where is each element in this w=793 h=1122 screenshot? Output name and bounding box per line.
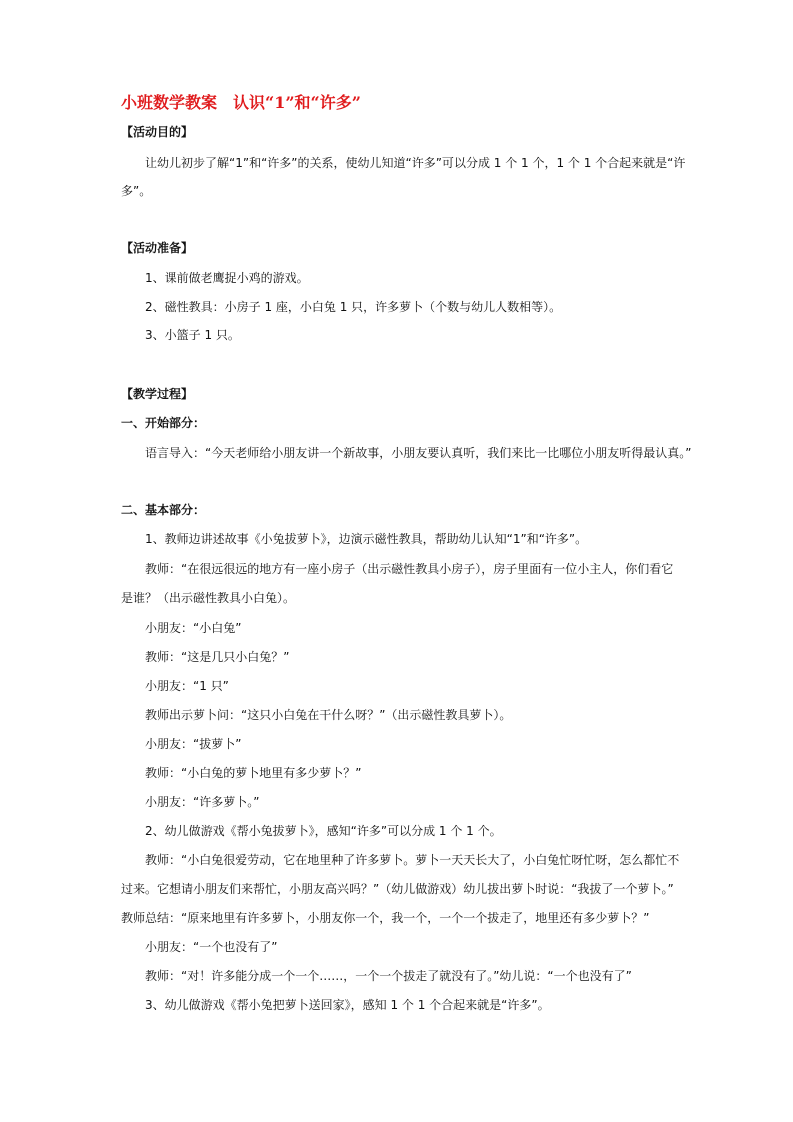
part2-line: 1、教师边讲述故事《小兔拔萝卜》，边演示磁性教具，帮助幼儿认知“1”和“许多”。	[145, 532, 588, 546]
part2-line: 小朋友：“拔萝卜”	[145, 737, 242, 751]
part2-line: 教师：“小白兔的萝卜地里有多少萝卜？”	[145, 766, 362, 780]
part2-line: 教师：“在很远很远的地方有一座小房子（出示磁性教具小房子），房子里面有一位小主人，你们看它	[145, 562, 674, 576]
part2-line: 小朋友：“小白兔”	[145, 621, 242, 635]
goal-text-line1: 让幼儿初步了解“1”和“许多”的关系，使幼儿知道“许多”可以分成 1 个 1 个，1 个 1 个合起来就是“许	[145, 156, 686, 170]
part2-line: 3、幼儿做游戏《帮小兔把萝卜送回家》，感知 1 个 1 个合起来就是“许多”。	[145, 998, 550, 1012]
part2-line: 小朋友：“一个也没有了”	[145, 940, 278, 954]
goal-heading: 【活动目的】	[121, 125, 194, 139]
part2-line: 教师：“这是几只小白兔？”	[145, 650, 290, 664]
prep-item: 2、磁性教具：小房子 1 座，小白兔 1 只，许多萝卜（个数与幼儿人数相等）。	[145, 300, 562, 314]
part2-line: 教师：“对！许多能分成一个一个……，一个一个拔走了就没有了。”幼儿说：“一个也没有了”	[145, 969, 632, 983]
part1-heading: 一、开始部分：	[121, 416, 206, 430]
part2-line: 2、幼儿做游戏《帮小兔拔萝卜》，感知“许多”可以分成 1 个 1 个。	[145, 824, 502, 838]
part1-text: 语言导入：“今天老师给小朋友讲一个新故事，小朋友要认真听，我们来比一比哪位小朋友听得最认真。”	[145, 446, 692, 460]
part2-line: 是谁？（出示磁性教具小白兔）。	[121, 591, 296, 605]
part2-line: 教师总结：“原来地里有许多萝卜，小朋友你一个，我一个，一个一个拔走了，地里还有多少萝卜？”	[121, 911, 650, 925]
part2-line: 小朋友：“许多萝卜。”	[145, 795, 260, 809]
part2-line: 过来。它想请小朋友们来帮忙，小朋友高兴吗？”（幼儿做游戏）幼儿拔出萝卜时说：“我拔了一个萝卜。”	[121, 882, 674, 896]
part2-line: 小朋友：“1 只”	[145, 679, 229, 693]
prep-item: 3、小篮子 1 只。	[145, 328, 240, 342]
part2-line: 教师：“小白兔很爱劳动，它在地里种了许多萝卜。萝卜一天天长大了，小白兔忙呀忙呀，怎么都忙不	[145, 853, 680, 867]
prep-item: 1、课前做老鹰捉小鸡的游戏。	[145, 271, 309, 285]
goal-text-line2: 多”。	[121, 184, 152, 198]
part2-line: 教师出示萝卜问：“这只小白兔在干什么呀？”（出示磁性教具萝卜）。	[145, 708, 512, 722]
prep-heading: 【活动准备】	[121, 241, 194, 255]
part2-heading: 二、基本部分：	[121, 503, 206, 517]
process-heading: 【教学过程】	[121, 387, 194, 401]
page-title: 小班数学教案 认识“1”和“许多”	[121, 93, 361, 112]
